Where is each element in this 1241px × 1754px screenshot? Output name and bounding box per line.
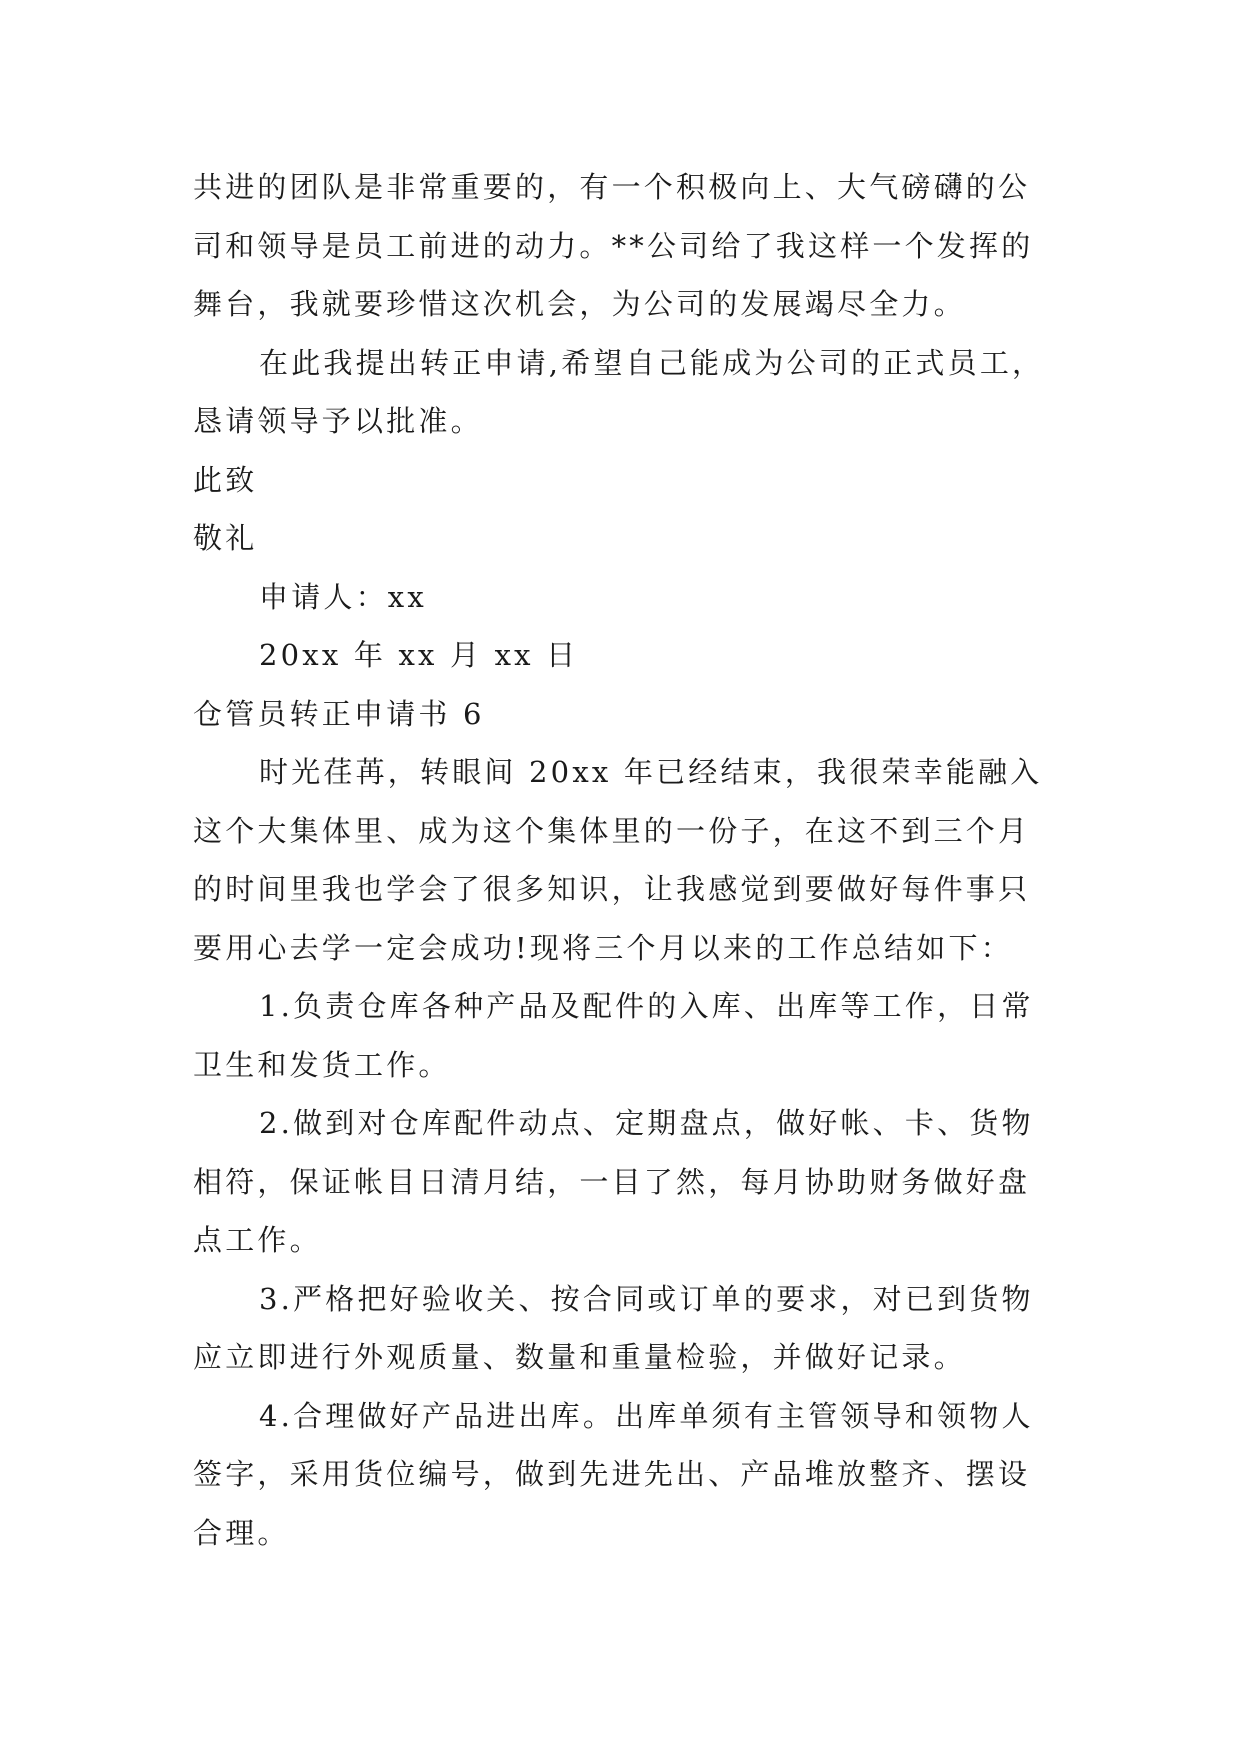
intro-line: 的时间里我也学会了很多知识，让我感觉到要做好每件事只 bbox=[193, 872, 1031, 906]
intro-line: 这个大集体里、成为这个集体里的一份子，在这不到三个月 bbox=[193, 813, 1031, 848]
intro-line: 时光荏苒，转眼间 20xx 年已经结束，我很荣幸能融入 bbox=[259, 755, 1043, 789]
list-item-1: 1.负责仓库各种产品及配件的入库、出库等工作，日常 bbox=[259, 989, 1034, 1023]
list-item-2-cont: 相符，保证帐目日清月结，一目了然，每月协助财务做好盘 bbox=[193, 1164, 1031, 1199]
paragraph-line: 舞台，我就要珍惜这次机会，为公司的发展竭尽全力。 bbox=[193, 287, 966, 321]
list-item-4: 4.合理做好产品进出库。出库单须有主管领导和领物人 bbox=[259, 1398, 1034, 1433]
list-item-3: 3.严格把好验收关、按合同或订单的要求，对已到货物 bbox=[259, 1281, 1034, 1316]
signature-date: 20xx 年 xx 月 xx 日 bbox=[259, 638, 579, 672]
paragraph-line: 司和领导是员工前进的动力。**公司给了我这样一个发挥的 bbox=[193, 228, 1034, 263]
list-item-1-cont: 卫生和发货工作。 bbox=[193, 1047, 451, 1082]
list-item-2: 2.做到对仓库配件动点、定期盘点，做好帐、卡、货物 bbox=[259, 1106, 1034, 1140]
closing-regards: 敬礼 bbox=[193, 521, 258, 555]
applicant-signature: 申请人：xx bbox=[259, 579, 427, 614]
request-line: 在此我提出转正申请,希望自己能成为公司的正式员工， bbox=[259, 345, 1045, 380]
section-title: 仓管员转正申请书 6 bbox=[193, 696, 485, 731]
paragraph-line: 共进的团队是非常重要的，有一个积极向上、大气磅礴的公 bbox=[193, 170, 1031, 204]
list-item-4-cont: 签字，采用货位编号，做到先进先出、产品堆放整齐、摆设 bbox=[193, 1457, 1031, 1491]
list-item-3-cont: 应立即进行外观质量、数量和重量检验，并做好记录。 bbox=[193, 1340, 966, 1374]
intro-line: 要用心去学一定会成功!现将三个月以来的工作总结如下： bbox=[193, 930, 1013, 965]
request-line: 恳请领导予以批准。 bbox=[193, 404, 483, 438]
closing-salutation: 此致 bbox=[193, 462, 258, 497]
list-item-2-cont: 点工作。 bbox=[193, 1223, 322, 1257]
list-item-4-cont: 合理。 bbox=[193, 1515, 290, 1550]
document-page bbox=[193, 158, 1055, 1562]
